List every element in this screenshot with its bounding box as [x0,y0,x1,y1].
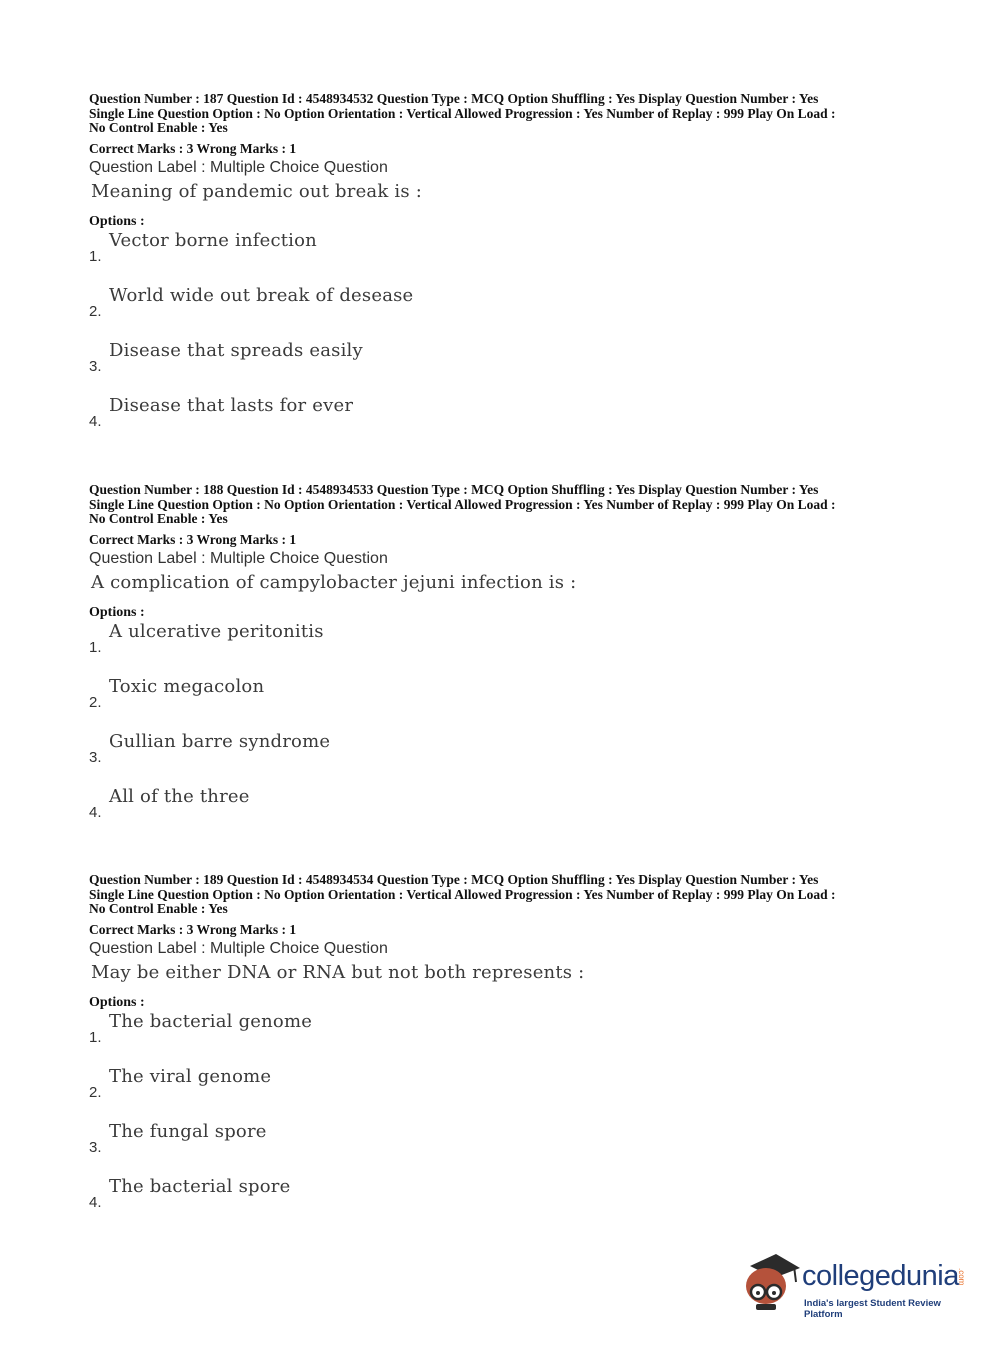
option-item [89,617,929,672]
option-text: World wide out break of desease [109,284,414,306]
option-text: All of the three [109,785,250,807]
question-meta [89,92,929,136]
question-text: Meaning of pandemic out break is : [91,180,422,202]
question-block [89,92,929,446]
options-heading: Options : [89,604,145,620]
option-item [89,672,929,727]
question-label: Question Label : Multiple Choice Question [89,549,388,567]
question-text: May be either DNA or RNA but not both represents : [91,961,585,983]
logo-wordmark: collegedunia [802,1260,959,1292]
meta-line: No Control Enable : Yes [89,120,228,135]
question-label: Question Label : Multiple Choice Question [89,158,388,176]
logo-suffix: .com [957,1268,966,1286]
option-text: The fungal spore [109,1120,267,1142]
option-number: 3. [89,1138,102,1156]
option-number: 4. [89,1193,102,1211]
question-meta [89,483,929,527]
meta-line: Single Line Question Option : No Option Orientation : Vertical Allowed Progression : Yes Number of Replay : 999 Play On Load : [89,496,836,512]
marks-line: Correct Marks : 3 Wrong Marks : 1 [89,921,297,937]
meta-line: No Control Enable : Yes [89,901,228,916]
question-label: Question Label : Multiple Choice Question [89,939,388,957]
option-text: The bacterial genome [109,1010,313,1032]
option-number: 4. [89,412,102,430]
logo-tagline: India's largest Student Review Platform [804,1298,941,1320]
option-item [89,1062,929,1117]
meta-line: Single Line Question Option : No Option Orientation : Vertical Allowed Progression : Yes Number of Replay : 999 Play On Load : [89,105,836,121]
meta-line: Question Number : 188 Question Id : 4548934533 Question Type : MCQ Option Shuffling : Yes Display Question Number : Yes [89,482,819,497]
question-block [89,873,929,1227]
mascot-icon [742,1248,802,1318]
option-text: Disease that lasts for ever [109,394,354,416]
option-text: Vector borne infection [109,229,317,251]
option-number: 1. [89,1028,102,1046]
option-item [89,336,929,391]
option-text: Gullian barre syndrome [109,730,331,752]
option-text: The viral genome [109,1065,272,1087]
option-item [89,1117,929,1172]
option-item [89,782,929,837]
marks-line: Correct Marks : 3 Wrong Marks : 1 [89,140,297,156]
option-number: 4. [89,803,102,821]
option-item [89,226,929,281]
option-number: 2. [89,302,102,320]
meta-line: No Control Enable : Yes [89,511,228,526]
meta-line: Question Number : 187 Question Id : 4548934532 Question Type : MCQ Option Shuffling : Yes Display Question Number : Yes [89,91,819,106]
option-text: Disease that spreads easily [109,339,363,361]
option-number: 1. [89,247,102,265]
options-heading: Options : [89,213,145,229]
marks-line: Correct Marks : 3 Wrong Marks : 1 [89,531,297,547]
question-meta [89,873,929,917]
option-text: Toxic megacolon [109,675,265,697]
options-heading: Options : [89,994,145,1010]
meta-line: Single Line Question Option : No Option Orientation : Vertical Allowed Progression : Yes Number of Replay : 999 Play On Load : [89,886,836,902]
option-text: A ulcerative peritonitis [109,620,324,642]
meta-line: Question Number : 189 Question Id : 4548934534 Question Type : MCQ Option Shuffling : Yes Display Question Number : Yes [89,872,819,887]
option-item [89,281,929,336]
option-number: 3. [89,748,102,766]
option-item [89,1007,929,1062]
option-text: The bacterial spore [109,1175,291,1197]
option-item [89,1172,929,1227]
option-item [89,727,929,782]
option-item [89,391,929,446]
question-block [89,483,929,837]
option-number: 1. [89,638,102,656]
option-number: 2. [89,1083,102,1101]
collegedunia-logo [742,1248,972,1318]
option-number: 3. [89,357,102,375]
option-number: 2. [89,693,102,711]
question-text: A complication of campylobacter jejuni infection is : [91,571,577,593]
